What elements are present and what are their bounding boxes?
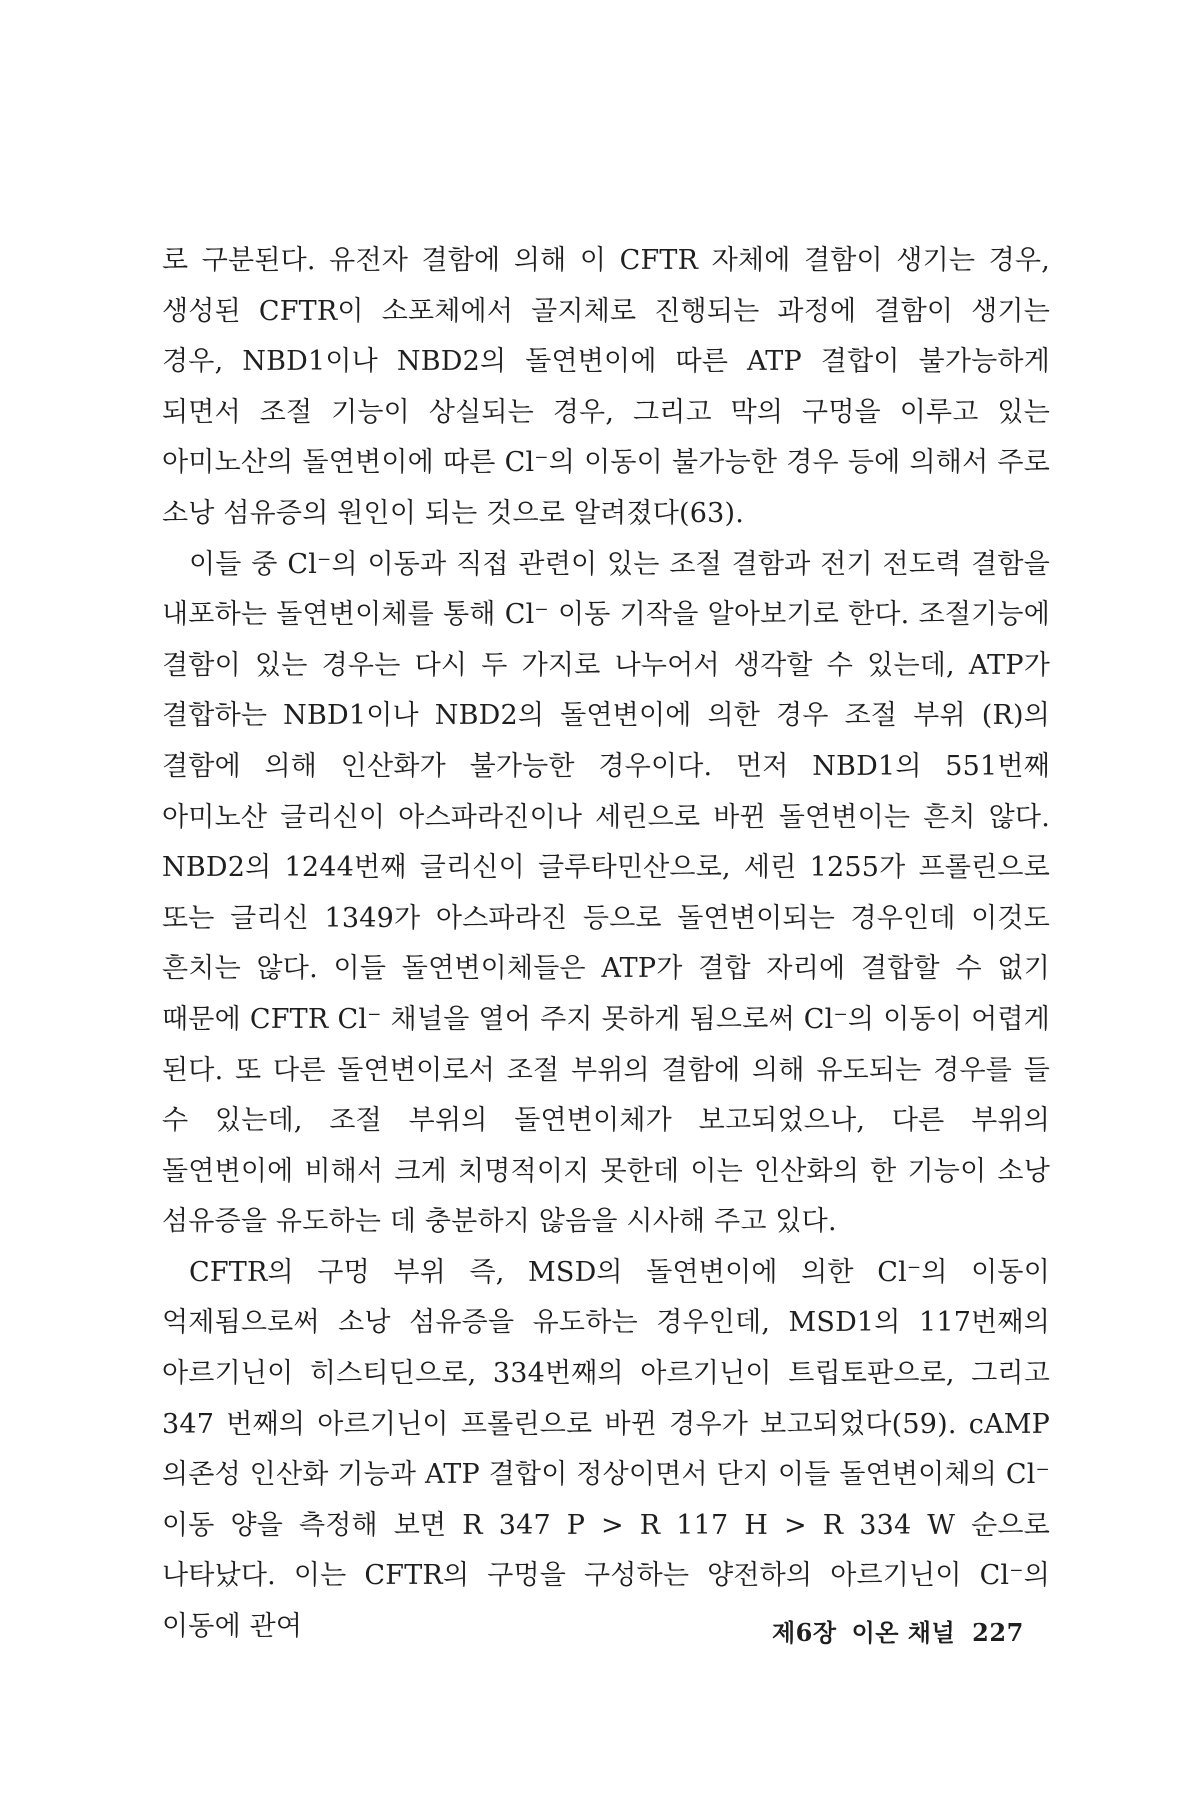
page-number: 227 xyxy=(972,1618,1024,1647)
chapter-label: 제6장 xyxy=(772,1618,837,1647)
paragraph-3: CFTR의 구멍 부위 즉, MSD의 돌연변이에 의한 Cl⁻의 이동이 억제됨으로써 소낭 섬유증을 유도하는 경우인데, MSD1의 117번째의 아르기닌이 히스티딘으로, 334번째의 아르기닌이 트립토판으로, 그리고 347 번째의 아르기닌이 프롤린으로 바뀐 경우가 보고되었다(59). cAMP 의존성 인산화 기능과 ATP 결합이 정상이면서 단지 이들 돌연변이체의 Cl⁻ 이동 양을 측정해 보면 R 347 P > R 117 H > R 334 W 순으로 나타났다. 이는 CFTR의 구멍을 구성하는 양전하의 아르기닌이 Cl⁻의 이동에 관여 xyxy=(162,1256,1050,1643)
paragraph-2: 이들 중 Cl⁻의 이동과 직접 관련이 있는 조절 결함과 전기 전도력 결함을 내포하는 돌연변이체를 통해 Cl⁻ 이동 기작을 알아보기로 한다. 조절기능에 결함이 있는 경우는 다시 두 가지로 나누어서 생각할 수 있는데, ATP가 결합하는 NBD1이나 NBD2의 돌연변이에 의한 경우 조절 부위 (R)의 결함에 의해 인산화가 불가능한 경우이다. 먼저 NBD1의 551번째 아미노산 글리신이 아스파라진이나 세린으로 바뀐 돌연변이는 흔치 않다. NBD2의 1244번째 글리신이 글루타민산으로, 세린 1255가 프롤린으로 또는 글리신 1349가 아스파라진 등으로 돌연변이되는 경우인데 이것도 흔치는 않다. 이들 돌연변이체들은 ATP가 결합 자리에 결합할 수 없기 때문에 CFTR Cl⁻ 채널을 열어 주지 못하게 됨으로써 Cl⁻의 이동이 어렵게 된다. 또 다른 돌연변이로서 조절 부위의 결함에 의해 유도되는 경우를 들 수 있는데, 조절 부위의 돌연변이체가 보고되었으나, 다른 부위의 돌연변이에 비해서 크게 치명적이지 못한데 이는 인산화의 한 기능이 소낭 섬유증을 유도하는 데 충분하지 않음을 시사해 주고 있다. xyxy=(162,548,1050,1238)
paragraph-1: 로 구분된다. 유전자 결함에 의해 이 CFTR 자체에 결함이 생기는 경우, 생성된 CFTR이 소포체에서 골지체로 진행되는 과정에 결함이 생기는 경우, NBD1이나 NBD2의 돌연변이에 따른 ATP 결합이 불가능하게 되면서 조절 기능이 상실되는 경우, 그리고 막의 구멍을 이루고 있는 아미노산의 돌연변이에 따른 Cl⁻의 이동이 불가능한 경우 등에 의해서 주로 소낭 섬유증의 원인이 되는 것으로 알려졌다(63). xyxy=(162,245,1050,529)
page-footer xyxy=(772,1613,1024,1648)
chapter-title: 이온 채널 xyxy=(851,1618,956,1647)
body-text xyxy=(162,236,1050,1653)
